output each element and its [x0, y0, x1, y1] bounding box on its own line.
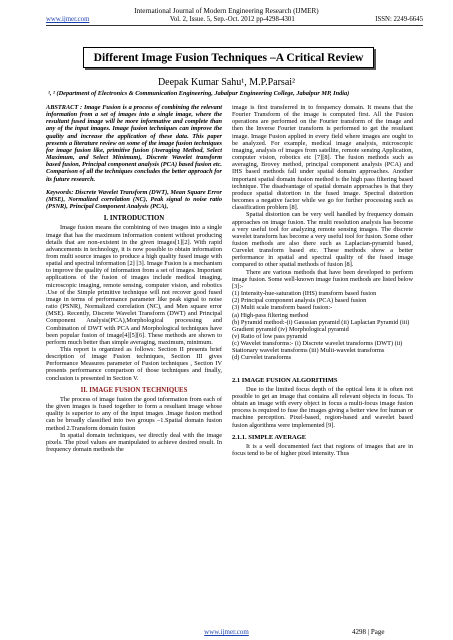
list-item: (a) High-pass filtering method	[232, 311, 309, 319]
right-paragraph-1: image is first transferred in to frequency domain. It means that the Fourier Transform of the image is computed first. All the Fusion operations are performed on the Fourier transform of the image and then the Inverse Fourier transform is performed to get the resultant image. Image Fusion applied in every field where images are ought to be analyzed. For example, medical image analysis, microscopic imaging, analysis of images from satellite, remote sensing Application, computer vision, robotics etc [7][8]. The fusion methods such as averaging, Brovey method, principal component analysis (PCA) and IHS based methods fall under spatial domain approaches. Another important spatial domain fusion method is the high pass filtering based technique. The disadvantage of spatial domain approaches is that they produce spatial distortion in the fused image. Spectral distortion becomes a negative factor while we go for further processing such as classification problem [8].	[232, 104, 413, 212]
list-item: (d) Curvelet transforms	[232, 354, 292, 362]
abstract	[46, 104, 222, 183]
introduction-paragraph-2: This report is organized as follows: Section II presents brief description of image Fusion techniques, Section III gives Performance Measures parameter of Fusion techniques , Section IV presents performance comparison of those techniques and finally, conclusion is presented in Section V.	[46, 346, 222, 382]
keywords	[46, 189, 222, 210]
authors: Deepak Kumar Sahu¹, M.P.Parsai²	[157, 77, 296, 88]
section-heading-introduction: I. INTRODUCTION	[103, 215, 165, 223]
journal-name: International Journal of Modern Engineering Research (IJMER)	[134, 7, 319, 15]
right-paragraph-3: There are various methods that have been developed to perform image fusion. Some well-known image fusion methods are listed below [3]:-	[232, 268, 413, 290]
keywords-text: Discrete Wavelet Transform (DWT), Mean Square Error (MSE), Normalized correlation (NC), Peak signal to noise ratio (PSNR), Principal Component Analysis (PCA),	[46, 188, 222, 211]
abstract-label: ABSTRACT :	[46, 104, 83, 111]
right-paragraph-2: Spatial distortion can be very well handled by frequency domain approaches on image fusion. The multi resolution analysis has become a very useful tool for analyzing remote sensing images. The discrete wavelet transform has become a very useful tool for fusion. Some other fusion methods are also there such as Laplacian-pyramid based, Curvelet transform based etc. These methods show a better performance in spatial and spectral quality of the fused image compared to other spatial methods of fusion [8].	[232, 211, 413, 269]
fusion-algorithms-paragraph: Due to the limited focus depth of the optical lens it is often not possible to get an image that contains all relevant objects in focus. To obtain an image with every object in focus a multi-focus image fusion process is required to fuse the images giving a better view for human or machine perception. Pixel-based, region-based and wavelet based fusion algorithms were implemented [9].	[232, 385, 413, 429]
list-item: (1) Intensity-hue-saturation (IHS) transform based fusion	[232, 290, 377, 298]
abstract-text: Image Fusion is a process of combining the relevant information from a set of images into a single image, where the resultant fused image will be more informative and complete than any of the input images. Image fusion techniques can improve the quality and increase the application of these data. This paper presents a literature review on some of the image fusion techniques for image fusion like, primitive fusion (Averaging Method, Select Maximum, and Select Minimum), Discrete Wavelet transform based fusion, Principal component analysis (PCA) based fusion etc. Comparison of all the techniques concludes the better approach for its future research.	[46, 104, 222, 183]
affiliation: ¹, ² (Department of Electronics & Communication Engineering, Jabalpur Engineering College, Jabalpur MP, India)	[48, 90, 350, 97]
list-item: (b) Pyramid method:-(i) Gaussian pyramid (ii) Laplacian Pyramid (iii) Gradient pyramid (iv) Morphological pyramid	[232, 318, 410, 333]
issn: ISSN: 2249-6645	[375, 16, 423, 23]
section-heading-image-fusion-techniques: II. IMAGE FUSION TECHNIQUES	[80, 386, 188, 394]
right-column	[232, 104, 413, 457]
list-item: (3) Multi scale transform based fusion:-	[232, 304, 333, 312]
left-column	[46, 104, 222, 453]
page-number: 4298 | Page	[352, 628, 385, 636]
footer-website-link[interactable]: www.ijmer.com	[204, 628, 249, 636]
list-item: (c) Wavelet transforms:- (i) Discrete wavelet transforms (DWT) (ii) Stationary wavelet transforms (iii) Multi-wavelet transforms	[232, 340, 403, 355]
subsection-heading-simple-average: 2.1.1. SIMPLE AVERAGE	[232, 433, 307, 441]
journal-website-link[interactable]: www.ijmer.com	[46, 16, 90, 23]
keywords-label: Keywords:	[46, 188, 74, 196]
volume-info: Vol. 2, Issue. 5, Sep.-Oct. 2012 pp-4298-4301	[169, 16, 295, 23]
list-item: (2) Principal component analysis (PCA) based fusion	[232, 297, 367, 305]
journal-header	[46, 16, 423, 26]
list-item: (v) Ratio of low pass pyramid	[232, 333, 308, 340]
subsection-heading-fusion-algorithms: 2.1 IMAGE FUSION ALGORITHMS	[232, 376, 338, 384]
simple-average-paragraph: It is a well documented fact that regions of images that are in focus tend to be of higher pixel intensity. Thus	[232, 442, 413, 458]
introduction-paragraph-1: Image fusion means the combining of two images into a single image that has the maximum information content without producing details that are non-existent in the given images[1][2]. With rapid advancements in technology, it is now possible to obtain information from multi source images to produce a high quality fused image with spatial and spectral information [2] [3]. Image Fusion is a mechanism to improve the quality of information from a set of images. Important applications of the fusion of images include medical imaging, microscopic imaging, remote sensing, computer vision, and robotics .Use of the Simple primitive technique will not recover good fused image in terms of performance parameter like peak signal to noise ratio (PSNR), Normalized correlation (NC), and Men square error (MSE). Recently, Discrete Wavelet Transform (DWT) and Principal Component Analysis(PCA),Morphological processing and Combination of DWT with PCA and Morphological techniques have been popular fusion of image[4][5][6]. These methods are shown to perform much better than simple averaging, maximum, minimum.	[46, 224, 222, 346]
fusion-techniques-paragraph-1: The process of image fusion the good information from each of the given images is fused together to form a resultant image whose quality is superior to any of the input images .Image fusion method can be broadly classified into two groups –1.Spatial domain fusion method 2.Transform domain fusion	[46, 395, 222, 432]
fusion-techniques-paragraph-2: In spatial domain techniques, we directly deal with the image pixels. The pixel values are manipulated to achieve desired result. In frequency domain methods the	[46, 431, 222, 454]
paper-title: Different Image Fusion Techniques –A Critical Review	[83, 47, 374, 68]
